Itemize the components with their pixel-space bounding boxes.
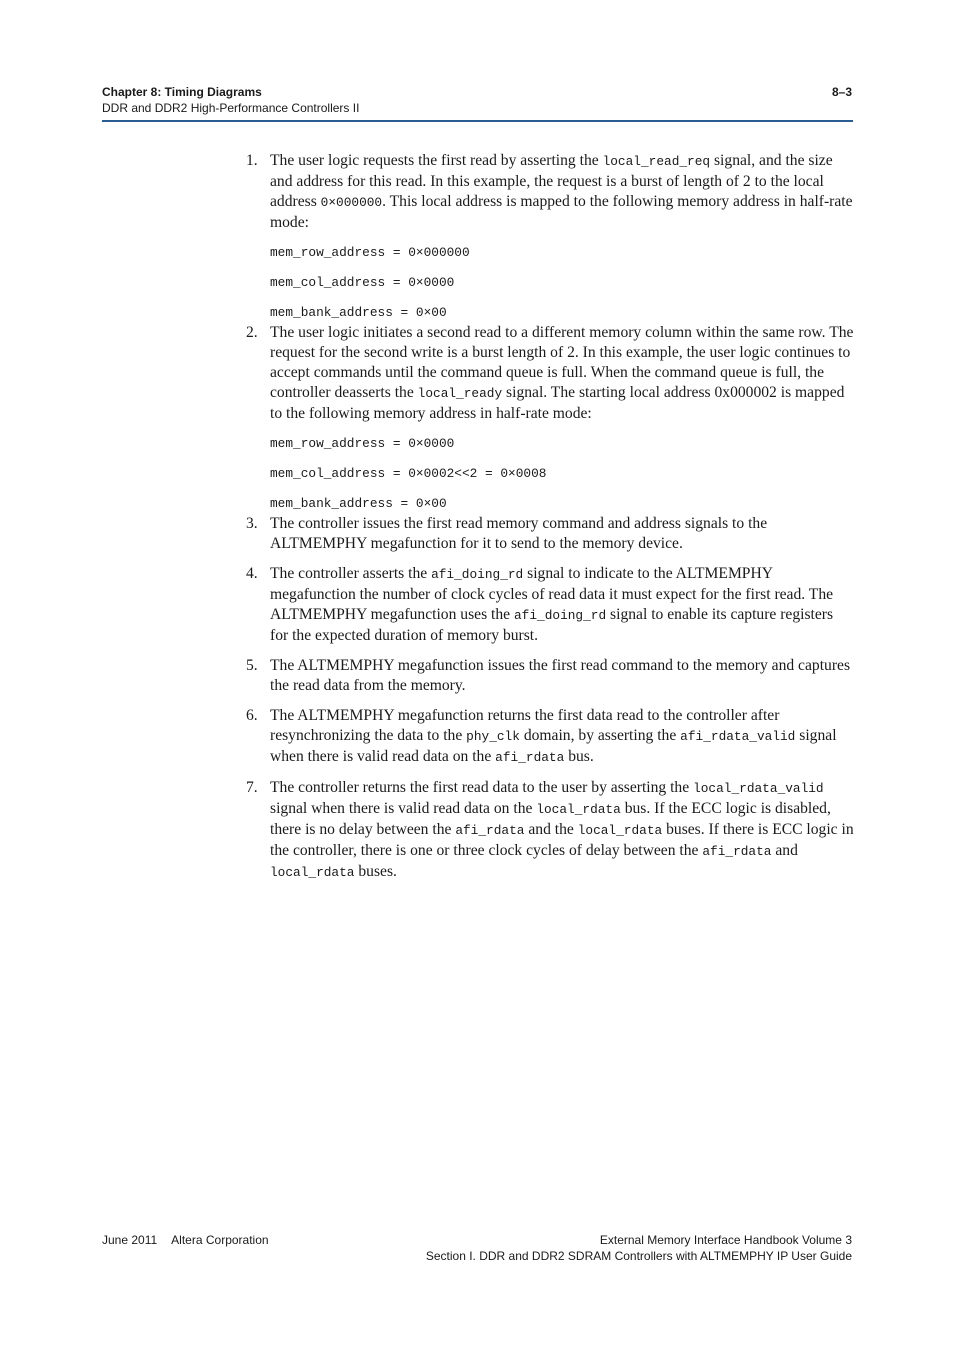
step-text: The user logic requests the first read by asserting the local_read_req signal, and the size and address for this read. In this example, the request is a burst of length of 2 to the local address 0×000000. This local address is mapped to the following memory address in half-rate mode: bbox=[270, 152, 853, 231]
signal-name: local_ready bbox=[417, 386, 503, 401]
page-footer bbox=[102, 1232, 852, 1263]
code-block bbox=[270, 243, 854, 323]
step-text: The controller asserts the afi_doing_rd signal to indicate to the ALTMEMPHY megafunction the number of clock cycles of read data it must expect for the first read. The ALTMEMPHY megafunction uses the afi_doing_rd signal to enable its capture registers for the expected duration of memory burst. bbox=[270, 565, 834, 644]
signal-name: local_rdata_valid bbox=[693, 781, 824, 796]
step-text: The ALTMEMPHY megafunction issues the first read command to the memory and captures the read data from the memory. bbox=[270, 657, 851, 694]
step-5 bbox=[246, 656, 854, 696]
footer-company: Altera Corporation bbox=[171, 1233, 269, 1247]
page-header bbox=[102, 84, 852, 116]
code-block bbox=[270, 434, 854, 514]
page-number: 8–3 bbox=[831, 85, 852, 99]
footer-section: Section I. DDR and DDR2 SDRAM Controllers with ALTMEMPHY IP User Guide bbox=[425, 1249, 852, 1263]
signal-name: afi_rdata bbox=[455, 823, 525, 838]
signal-name: local_rdata bbox=[577, 823, 663, 838]
step-1 bbox=[246, 151, 854, 323]
step-7 bbox=[246, 778, 854, 883]
step-text: The ALTMEMPHY megafunction returns the first data read to the controller after resynchronizing the data to the phy_clk domain, by asserting the afi_rdata_valid signal when there is valid read data on the afi_rdata bus. bbox=[270, 707, 837, 765]
step-number: 2. bbox=[246, 324, 258, 341]
chapter-title: Chapter 8: Timing Diagrams bbox=[102, 85, 262, 99]
step-number: 7. bbox=[246, 779, 258, 796]
signal-name: afi_rdata bbox=[495, 750, 565, 765]
code-line: mem_row_address = 0×0000 bbox=[270, 436, 455, 451]
header-subtitle: DDR and DDR2 High-Performance Controllers II bbox=[102, 101, 360, 115]
signal-name: afi_rdata bbox=[702, 844, 772, 859]
signal-name: local_rdata bbox=[270, 865, 355, 880]
step-text: The controller issues the first read memory command and address signals to the ALTMEMPHY megafunction for it to send to the memory device. bbox=[270, 515, 768, 552]
code-line: mem_col_address = 0×0000 bbox=[270, 275, 455, 290]
step-text: The user logic initiates a second read to a different memory column within the same row. The request for the second write is a burst length of 2. In this example, the user logic continues to accept commands until the command queue is full. When the command queue is full, the controller deasserts the local_ready signal. The starting local address 0x000002 is mapped to the following memory address in half-rate mode: bbox=[270, 324, 854, 422]
step-number: 1. bbox=[246, 152, 258, 169]
code-line: mem_bank_address = 0×00 bbox=[270, 305, 447, 320]
address-value: 0×000000 bbox=[320, 195, 383, 210]
footer-date: June 2011 bbox=[102, 1233, 158, 1247]
step-number: 6. bbox=[246, 707, 258, 724]
signal-name: phy_clk bbox=[466, 729, 520, 744]
code-line: mem_col_address = 0×0002<<2 = 0×0008 bbox=[270, 466, 547, 481]
step-2 bbox=[246, 323, 854, 514]
code-line: mem_bank_address = 0×00 bbox=[270, 496, 447, 511]
footer-right bbox=[426, 1232, 852, 1264]
step-number: 3. bbox=[246, 515, 258, 532]
step-6 bbox=[246, 706, 854, 768]
step-4 bbox=[246, 564, 854, 646]
signal-name: afi_doing_rd bbox=[431, 567, 524, 582]
header-rule bbox=[102, 120, 853, 122]
signal-name: afi_doing_rd bbox=[514, 608, 607, 623]
code-line: mem_row_address = 0×000000 bbox=[270, 245, 470, 260]
signal-name: local_rdata bbox=[536, 802, 621, 817]
signal-name: local_read_req bbox=[602, 154, 711, 169]
step-3 bbox=[246, 514, 854, 554]
step-number: 4. bbox=[246, 565, 258, 582]
step-number: 5. bbox=[246, 657, 258, 674]
footer-handbook: External Memory Interface Handbook Volume 3 bbox=[599, 1233, 852, 1247]
signal-name: afi_rdata_valid bbox=[680, 729, 796, 744]
step-text: The controller returns the first read data to the user by asserting the local_rdata_valid signal when there is valid read data on the local_rdata bus. If the ECC logic is disabled, there is no delay between the afi_rdata and the local_rdata buses. If there is ECC logic in the controller, there is one or three clock cycles of delay between the afi_rdata and local_rdata buses. bbox=[270, 779, 854, 880]
steps-list bbox=[246, 151, 854, 883]
